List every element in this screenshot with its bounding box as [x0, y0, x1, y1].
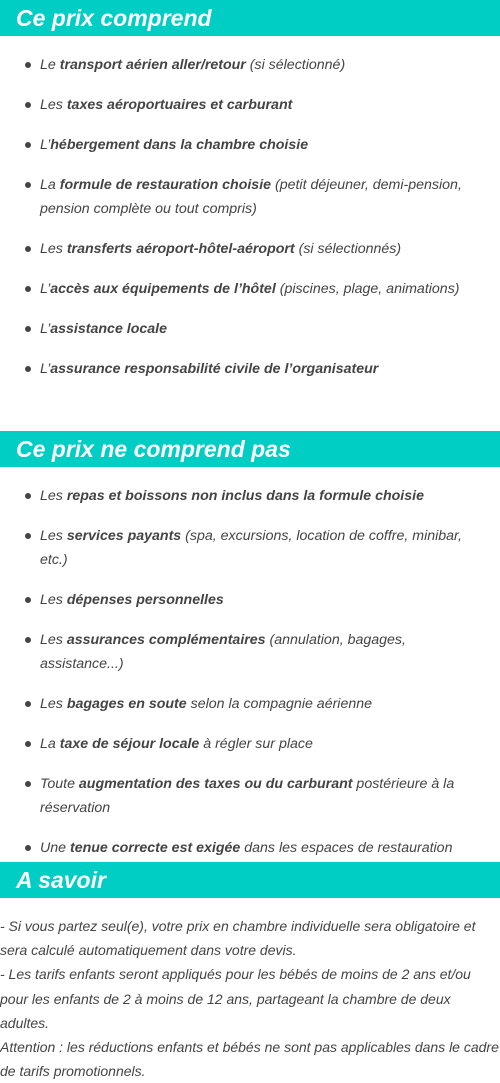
list-item	[0, 732, 500, 756]
savoir-paragraph: - Les tarifs enfants seront appliqués pour les bébés de moins de 2 ans et/ou pour les enfants de 2 à moins de 12 ans, partageant la chambre de deux adultes.	[0, 966, 471, 1031]
item-prefix: L’	[40, 137, 51, 153]
excludes-list	[0, 484, 500, 876]
item-suffix: dans les espaces de restauration	[240, 840, 453, 856]
item-highlight: transferts aéroport-hôtel-aéroport	[66, 241, 295, 257]
item-suffix: (si sélectionné)	[245, 57, 346, 73]
bullet-icon	[25, 326, 31, 332]
bullet-icon	[25, 62, 31, 68]
section-title-includes: Ce prix comprend	[0, 0, 500, 36]
bullet-icon	[25, 142, 31, 148]
item-prefix: La	[40, 177, 60, 193]
section-title-excludes: Ce prix ne comprend pas	[0, 431, 500, 467]
item-highlight: assistance locale	[50, 321, 167, 337]
bullet-icon	[25, 182, 31, 188]
item-prefix: Les	[40, 241, 67, 257]
bullet-icon	[25, 533, 31, 539]
item-prefix: L’	[40, 361, 51, 377]
item-suffix: (petit déjeuner, demi-pension, pension complète ou tout compris)	[40, 177, 462, 217]
section-title-savoir: A savoir	[0, 862, 500, 898]
item-prefix: Les	[40, 632, 67, 648]
item-highlight: bagages en soute	[66, 696, 187, 712]
list-item	[0, 277, 500, 301]
item-highlight: dépenses personnelles	[66, 592, 224, 608]
item-highlight: repas et boissons non inclus dans la formule choisie	[66, 488, 424, 504]
item-highlight: formule de restauration choisie	[59, 177, 272, 193]
list-item	[0, 628, 500, 676]
list-item	[0, 133, 500, 157]
list-item	[0, 173, 500, 221]
item-highlight: services payants	[66, 528, 182, 544]
list-item	[0, 836, 500, 860]
item-suffix: (spa, excursions, location de coffre, minibar, etc.)	[40, 528, 462, 568]
bullet-icon	[25, 597, 31, 603]
bullet-icon	[25, 637, 31, 643]
bullet-icon	[25, 366, 31, 372]
item-prefix: Les	[40, 592, 67, 608]
item-prefix: Les	[40, 488, 67, 504]
savoir-paragraph: - Si vous partez seul(e), votre prix en chambre individuelle sera obligatoire et sera calculé automatiquement dans votre devis.	[0, 918, 476, 959]
list-item	[0, 588, 500, 612]
item-prefix: Les	[40, 528, 67, 544]
bullet-icon	[25, 493, 31, 499]
item-prefix: Une	[40, 840, 70, 856]
item-prefix: La	[40, 736, 60, 752]
list-item	[0, 237, 500, 261]
item-suffix: (annulation, bagages, assistance...)	[40, 632, 406, 672]
item-prefix: Les	[40, 97, 67, 113]
list-item	[0, 692, 500, 716]
item-highlight: augmentation des taxes ou du carburant	[78, 776, 353, 792]
item-highlight: assurances complémentaires	[66, 632, 266, 648]
item-suffix: (si sélectionnés)	[294, 241, 402, 257]
list-item	[0, 484, 500, 508]
item-suffix: (piscines, plage, animations)	[275, 281, 460, 297]
savoir-paragraph: Attention : les réductions enfants et bébés ne sont pas applicables dans le cadre de tarifs promotionnels.	[0, 1039, 499, 1080]
item-prefix: L’	[40, 321, 51, 337]
includes-list	[0, 53, 500, 397]
item-suffix: postérieure à la réservation	[40, 776, 455, 816]
bullet-icon	[25, 741, 31, 747]
item-highlight: hébergement dans la chambre choisie	[50, 137, 309, 153]
bullet-icon	[25, 845, 31, 851]
list-item	[0, 93, 500, 117]
item-highlight: accès aux équipements de l’hôtel	[50, 281, 276, 297]
bullet-icon	[25, 286, 31, 292]
item-prefix: Le	[40, 57, 60, 73]
item-suffix: à régler sur place	[199, 736, 313, 752]
list-item	[0, 317, 500, 341]
list-item	[0, 53, 500, 77]
item-highlight: transport aérien aller/retour	[59, 57, 246, 73]
bullet-icon	[25, 701, 31, 707]
item-highlight: tenue correcte est exigée	[69, 840, 241, 856]
item-highlight: taxes aéroportuaires et carburant	[66, 97, 293, 113]
bullet-icon	[25, 246, 31, 252]
list-item	[0, 772, 500, 820]
list-item	[0, 357, 500, 381]
item-prefix: Toute	[40, 776, 79, 792]
item-prefix: L’	[40, 281, 51, 297]
item-highlight: taxe de séjour locale	[59, 736, 200, 752]
bullet-icon	[25, 102, 31, 108]
item-highlight: assurance responsabilité civile de l’organisateur	[50, 361, 379, 377]
bullet-icon	[25, 781, 31, 787]
item-suffix: selon la compagnie aérienne	[186, 696, 373, 712]
savoir-text	[0, 914, 500, 1083]
list-item	[0, 524, 500, 572]
item-prefix: Les	[40, 696, 67, 712]
